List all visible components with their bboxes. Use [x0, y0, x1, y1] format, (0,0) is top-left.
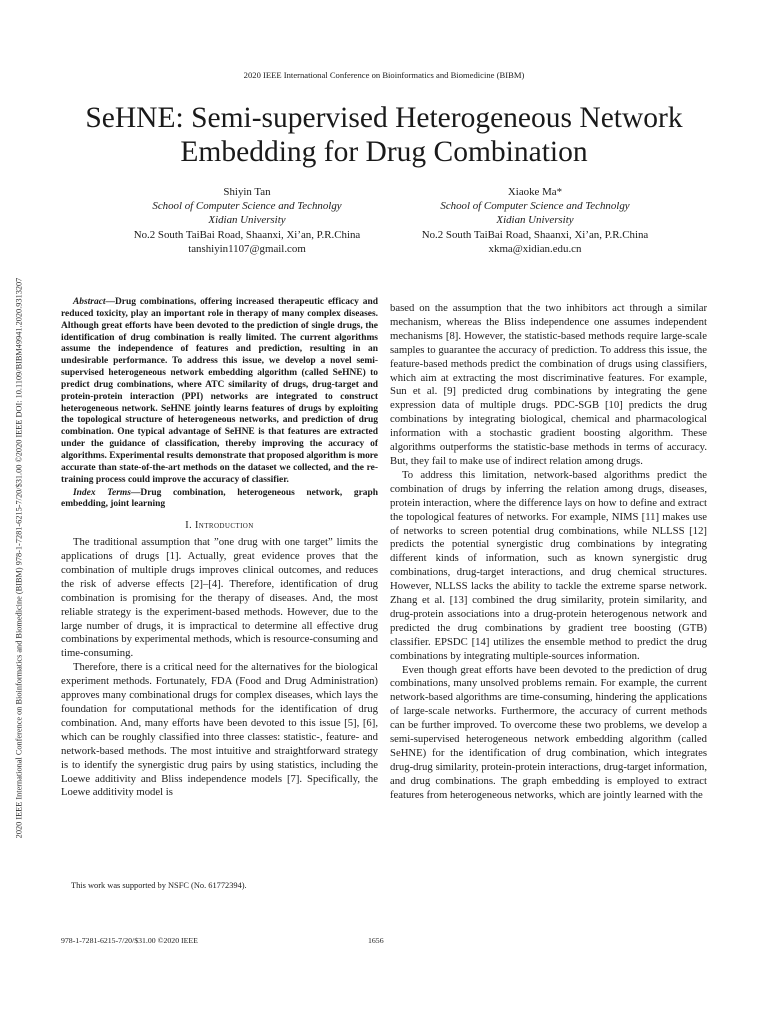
body-paragraph: based on the assumption that the two inhibitors act through a similar mechanism, whereas the Bliss independence one assumes independent mechanisms [8]. However, the statistic-based methods require large-scale samples to guarantee the accuracy of prediction. To address this issue, the feature-based methods predict the combination of drugs using classifiers, which aim at extracting the most discriminative features. For example, Sun et al. [9] predicted drug combinations by integrating the gene expression data of multiple drugs. PDC-SGB [10] predicts the drug combinations by integrating biological, chemical and pharmacological information with a stochastic gradient boosting algorithm. These algorithms outperforms the statistic-base methods in terms of accuracy. But, they fail to make use of indirect relation among drugs.: [390, 302, 707, 467]
body-paragraph: The traditional assumption that ”one drug with one target” limits the applications of drugs [1]. Actually, great evidence proves that the combination of multiple drugs improves clinical outcomes, and reduces the risk of adverse effects [2]–[4]. Therefore, identification of drug combination is promising for the therapy of diseases. And, the most reliable strategy is the experiment-based methods. However, due to the large number of drugs, it is impractical to determine all effective drug combinations by experimental methods, which is resource-consuming and time-consuming.: [61, 536, 378, 660]
index-terms-text: —Drug combination, heterogeneous network, graph embedding, joint learning: [61, 487, 378, 510]
body-paragraph: To address this limitation, network-based algorithms predict the combination of drugs by inferring the relation among drugs, diseases, protein interaction, where the difference lays on how to define and extract the topological features of networks. For example, NIMS [11] makes use of networks to screen potential drug combinations, while NLLSS [12] predicts the potential synergistic drug combinations by integrating different kinds of information, such as known synergistic drug combinations, drug-target interactions, and drug chemical structures. However, NLLSS lacks the ability to tackle the extreme sparse network. Zhang et al. [13] combined the drug similarity, protein similarity, and drug-protein associations into a drug-protein heterogenous network and predicted the drug combinations by gradient tree boosting (GTB) classifier. EPSDC [14] utilizes the ensemble method to predict the drug combinations by integrating multiple-sources information.: [390, 468, 707, 662]
doi-sidebar: [12, 188, 26, 928]
footer-isbn: 978-1-7281-6215-7/20/$31.00 ©2020 IEEE: [61, 936, 198, 945]
body-paragraph: Therefore, there is a critical need for the alternatives for the biological experiment methods. Fortunately, FDA (Food and Drug Administration) approves many combinational drugs for complex diseases, which lays the foundation for computational methods for the identification of drug combination. And, many efforts have been devoted to this issue [5], [6], which can be roughly classified into three classes: statistic-, feature- and network-based methods. The most intuitive and straightforward strategy is to identify the synergistic drug pairs by using statistics, including the Loewe additivity and Bliss independence models [7]. Specifically, the Loewe additivity model is: [61, 661, 378, 799]
author-university: Xidian University: [496, 214, 574, 227]
index-terms: [61, 488, 378, 512]
author-block-1: [92, 185, 402, 256]
author-block-2: [380, 185, 690, 256]
title-line-2: Embedding for Drug Combination: [180, 136, 588, 168]
page-number: 1656: [368, 936, 384, 945]
left-column: [61, 297, 378, 800]
paper-title: [40, 101, 728, 169]
funding-footnote: This work was supported by NSFC (No. 61772394).: [71, 881, 247, 890]
author-address: No.2 South TaiBai Road, Shaanxi, Xi’an, P.R.China: [133, 228, 361, 241]
author-department: School of Computer Science and Technolgy: [152, 200, 342, 213]
index-terms-label: Index Terms: [73, 487, 131, 498]
author-university: Xidian University: [208, 214, 286, 227]
author-department: School of Computer Science and Technolgy: [440, 200, 630, 213]
author-address: No.2 South TaiBai Road, Shaanxi, Xi’an, P.R.China: [421, 228, 649, 241]
author-email: xkma@xidian.edu.cn: [488, 242, 582, 255]
right-column: [390, 302, 707, 803]
author-email: tanshiyin1107@gmail.com: [188, 242, 306, 255]
abstract-text: —Drug combinations, offering increased therapeutic efficacy and reduced toxicity, play an important role in therapy of many complex diseases. Although great efforts have been devoted to the prediction of single drugs, the identification of drug combination is really limited. The current algorithms assume the independence of features and prediction, resulting in an undesirable performance. To address this issue, we develop a novel semi-supervised heterogeneous network embedding algorithm (called SeHNE) to predict drug combinations, where ATC similarity of drugs, drug-target and protein-protein interaction (PPI) networks are integrated to construct heterogeneous network. SeHNE jointly learns features of drugs by exploiting the topological structure of heterogeneous networks, and prediction of drug combination. One typical advantage of SeHNE is that features are extracted under the guidance of classification, thereby improving the accuracy of algorithms. Experimental results demonstrate that proposed algorithm is more accurate than state-of-the-art methods on the dataset we collected, and the re-training process could improve the accuracy of classifier.: [61, 297, 378, 485]
section-heading-introduction: I. Introduction: [185, 520, 254, 532]
abstract: [61, 297, 378, 487]
sidebar-citation-text: 2020 IEEE International Conference on Bioinformatics and Biomedicine (BIBM) 978-1-7281-6215-7/20/$31.00 ©2020 IEEE DOI: 10.1109/BIBM49941.2020.9313207: [14, 277, 24, 839]
abstract-label: Abstract: [73, 297, 106, 307]
title-line-1: SeHNE: Semi-supervised Heterogeneous Network: [85, 102, 683, 134]
body-paragraph: Even though great efforts have been devoted to the prediction of drug combinations, many unsolved problems remain. For example, the current network-based algorithms are time-consuming, hindering the applications of large-scale networks. Furthermore, the accuracy of current methods can be further improved. To overcome these two problems, we develop a semi-supervised heterogeneous network embedding algorithm (called SeHNE) for the identification of drug combination, which integrates drug-drug similarity, protein-protein interactions, drug-target information, and drug combinations. The graph embedding is employed to extract features from heterogeneous networks, which are jointly learned with the: [390, 663, 707, 801]
author-name: Xiaoke Ma*: [507, 186, 563, 198]
conference-header: 2020 IEEE International Conference on Bioinformatics and Biomedicine (BIBM): [243, 70, 525, 80]
author-name: Shiyin Tan: [223, 186, 271, 198]
